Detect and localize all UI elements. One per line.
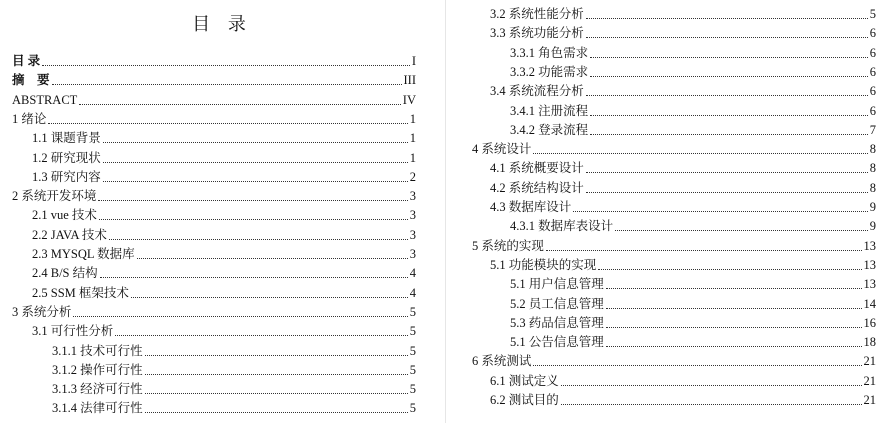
toc-page-number: 21 bbox=[863, 354, 876, 369]
toc-leader-dots bbox=[52, 84, 402, 85]
toc-page-number: 1 bbox=[409, 111, 416, 126]
toc-entry-label: 5.2 员工信息管理 bbox=[510, 296, 604, 311]
toc-entry-label: 2.5 SSM 框架技术 bbox=[32, 285, 129, 300]
toc-entry[interactable] bbox=[32, 224, 416, 243]
toc-leader-dots bbox=[573, 211, 867, 212]
toc-entry[interactable] bbox=[12, 89, 416, 108]
toc-leader-dots bbox=[145, 355, 408, 356]
toc-page-number: 13 bbox=[863, 238, 876, 253]
toc-entry-label: 目 录 bbox=[12, 54, 41, 68]
toc-entry[interactable] bbox=[490, 22, 876, 41]
toc-page-number: 6 bbox=[869, 26, 876, 41]
toc-entry-label: 3.1.1 技术可行性 bbox=[52, 343, 143, 358]
toc-entry[interactable] bbox=[52, 378, 416, 397]
toc-page-number: IV bbox=[402, 92, 416, 107]
toc-entry[interactable] bbox=[32, 320, 416, 339]
toc-entry-label: 3.3.2 功能需求 bbox=[510, 64, 589, 79]
toc-entry-label: 2.1 vue 技术 bbox=[32, 208, 97, 223]
toc-page-number: 7 bbox=[869, 122, 876, 137]
toc-page-number: 8 bbox=[869, 161, 876, 176]
toc-leader-dots bbox=[100, 277, 408, 278]
toc-entry-label: ABSTRACT bbox=[12, 92, 78, 107]
toc-page-number: 8 bbox=[869, 142, 876, 157]
toc-page-number: 13 bbox=[863, 257, 876, 272]
toc-leader-dots bbox=[590, 134, 868, 135]
toc-entry[interactable] bbox=[12, 50, 416, 69]
toc-page-number: 5 bbox=[409, 324, 416, 339]
toc-entry[interactable] bbox=[510, 312, 876, 331]
toc-leader-dots bbox=[42, 65, 410, 66]
toc-page-number: 14 bbox=[863, 296, 876, 311]
toc-page-number: 5 bbox=[409, 382, 416, 397]
toc-leader-dots bbox=[561, 404, 862, 405]
toc-page-number: 5 bbox=[409, 362, 416, 377]
toc-entry[interactable] bbox=[490, 389, 876, 408]
toc-entry-label: 4.3 数据库设计 bbox=[490, 200, 572, 214]
toc-page-number: 6 bbox=[869, 103, 876, 118]
toc-entry[interactable] bbox=[32, 262, 416, 281]
toc-entry[interactable] bbox=[490, 254, 876, 273]
toc-leader-dots bbox=[103, 142, 408, 143]
toc-entry[interactable] bbox=[472, 138, 876, 157]
toc-leader-dots bbox=[109, 239, 408, 240]
toc-entry-label: 3.4.1 注册流程 bbox=[510, 103, 589, 118]
toc-leader-dots bbox=[99, 219, 408, 220]
toc-leader-dots bbox=[145, 412, 408, 413]
toc-page-number: 9 bbox=[869, 200, 876, 214]
toc-entry[interactable] bbox=[510, 293, 876, 312]
toc-page-number: 13 bbox=[863, 277, 876, 292]
column-divider bbox=[445, 0, 446, 423]
toc-entry-label: 4.3.1 数据库表设计 bbox=[510, 219, 614, 234]
toc-page-number: 3 bbox=[409, 227, 416, 242]
toc-leader-dots bbox=[586, 18, 868, 19]
toc-page-number: 6 bbox=[869, 45, 876, 60]
toc-leader-dots bbox=[598, 269, 861, 270]
toc-entry-label: 3.4.2 登录流程 bbox=[510, 122, 589, 137]
toc-entry-label: 2.4 B/S 结构 bbox=[32, 266, 98, 281]
toc-leader-dots bbox=[586, 95, 868, 96]
toc-entry-label: 4.2 系统结构设计 bbox=[490, 180, 584, 195]
toc-page-number: 6 bbox=[869, 84, 876, 99]
toc-leader-dots bbox=[586, 172, 868, 173]
toc-entry[interactable] bbox=[510, 61, 876, 80]
toc-entry[interactable] bbox=[510, 215, 876, 234]
toc-entry[interactable] bbox=[12, 185, 416, 204]
toc-leader-dots bbox=[546, 250, 862, 251]
toc-entry[interactable] bbox=[32, 127, 416, 146]
toc-leader-dots bbox=[590, 57, 868, 58]
toc-entry[interactable] bbox=[510, 42, 876, 61]
toc-entry-label: 1.1 课题背景 bbox=[32, 131, 101, 146]
toc-entry[interactable] bbox=[32, 204, 416, 223]
toc-entry[interactable] bbox=[12, 108, 416, 127]
toc-leader-dots bbox=[561, 385, 862, 386]
toc-entry[interactable] bbox=[510, 100, 876, 119]
toc-leader-dots bbox=[115, 335, 407, 336]
toc-entry[interactable] bbox=[12, 301, 416, 320]
toc-leader-dots bbox=[606, 288, 862, 289]
toc-entry-label: 6 系统测试 bbox=[472, 354, 532, 369]
toc-entry[interactable] bbox=[490, 370, 876, 389]
toc-page-number: 16 bbox=[863, 315, 876, 330]
toc-entry[interactable] bbox=[510, 273, 876, 292]
toc-entry[interactable] bbox=[52, 397, 416, 416]
toc-entry-label: 1.2 研究现状 bbox=[32, 150, 101, 165]
toc-entry-label: 5.1 功能模块的实现 bbox=[490, 257, 597, 272]
toc-page-number: 18 bbox=[863, 335, 876, 350]
toc-page-number: 4 bbox=[409, 285, 416, 300]
toc-entry[interactable] bbox=[32, 166, 416, 185]
toc-page-number: 3 bbox=[409, 208, 416, 223]
toc-entry-label: 5.1 公告信息管理 bbox=[510, 335, 604, 350]
toc-entry-label: 5 系统的实现 bbox=[472, 238, 544, 253]
toc-page-number: 1 bbox=[409, 150, 416, 165]
toc-entry[interactable] bbox=[32, 147, 416, 166]
toc-leader-dots bbox=[145, 374, 408, 375]
toc-entry-label: 2.2 JAVA 技术 bbox=[32, 227, 107, 242]
toc-leader-dots bbox=[131, 297, 408, 298]
toc-leader-dots bbox=[103, 162, 408, 163]
toc-entry[interactable] bbox=[32, 243, 416, 262]
toc-entry[interactable] bbox=[490, 196, 876, 215]
toc-leader-dots bbox=[590, 76, 868, 77]
toc-page-number: 4 bbox=[409, 266, 416, 281]
toc-leader-dots bbox=[533, 365, 861, 366]
toc-leader-dots bbox=[79, 104, 401, 105]
toc-entry-label: 3.4 系统流程分析 bbox=[490, 84, 584, 99]
toc-page-number: 5 bbox=[409, 343, 416, 358]
toc-entry-label: 4 系统设计 bbox=[472, 142, 532, 157]
toc-entry[interactable] bbox=[12, 69, 416, 88]
page-title: 目 录 bbox=[192, 14, 252, 35]
toc-page-number: 2 bbox=[409, 169, 416, 184]
toc-page-number: 21 bbox=[863, 373, 876, 388]
toc-leader-dots bbox=[606, 346, 862, 347]
toc-leader-dots bbox=[533, 153, 867, 154]
toc-page-number: 8 bbox=[869, 180, 876, 195]
toc-entry-label: 5.1 用户信息管理 bbox=[510, 277, 604, 292]
toc-entry-label: 3.2 系统性能分析 bbox=[490, 7, 584, 21]
toc-entry-label: 3.3 系统功能分析 bbox=[490, 26, 584, 41]
toc-leader-dots bbox=[137, 258, 408, 259]
toc-page-number: 9 bbox=[869, 219, 876, 234]
toc-leader-dots bbox=[103, 181, 408, 182]
toc-entry-label: 2 系统开发环境 bbox=[12, 189, 97, 204]
toc-entry-label: 6.2 测试目的 bbox=[490, 393, 559, 407]
toc-entry-label: 1.3 研究内容 bbox=[32, 169, 101, 184]
toc-entry-label: 2.3 MYSQL 数据库 bbox=[32, 247, 135, 261]
toc-entry-label: 5.3 药品信息管理 bbox=[510, 315, 604, 330]
toc-entry[interactable] bbox=[510, 119, 876, 138]
toc-entry-label: 6.1 测试定义 bbox=[490, 373, 559, 388]
toc-entry-label: 1 绪论 bbox=[12, 111, 47, 126]
toc-entry[interactable] bbox=[52, 359, 416, 378]
toc-entry-label: 3 系统分析 bbox=[12, 304, 72, 319]
toc-entry-label: 摘 要 bbox=[12, 73, 50, 88]
toc-entry[interactable] bbox=[32, 282, 416, 301]
toc-entry-label: 3.3.1 角色需求 bbox=[510, 45, 589, 60]
toc-entry[interactable] bbox=[490, 177, 876, 196]
toc-leader-dots bbox=[615, 230, 868, 231]
toc-page-number: I bbox=[411, 54, 416, 68]
toc-entry[interactable] bbox=[490, 80, 876, 99]
toc-page-number: 5 bbox=[869, 7, 876, 21]
toc-entry[interactable] bbox=[472, 350, 876, 369]
toc-entry-label: 3.1.3 经济可行性 bbox=[52, 382, 143, 397]
toc-page-number: 6 bbox=[869, 64, 876, 79]
toc-page-number: III bbox=[403, 73, 416, 88]
toc-leader-dots bbox=[606, 308, 862, 309]
toc-leader-dots bbox=[606, 327, 862, 328]
toc-leader-dots bbox=[73, 316, 407, 317]
toc-entry-label: 3.1 可行性分析 bbox=[32, 324, 114, 339]
toc-entry[interactable] bbox=[472, 235, 876, 254]
toc-page-number: 5 bbox=[409, 304, 416, 319]
toc-page-number: 1 bbox=[409, 131, 416, 146]
toc-page-number: 21 bbox=[863, 393, 876, 407]
toc-leader-dots bbox=[590, 115, 868, 116]
toc-leader-dots bbox=[586, 192, 868, 193]
toc-leader-dots bbox=[48, 123, 407, 124]
toc-entry[interactable] bbox=[510, 331, 876, 350]
toc-page-number: 3 bbox=[409, 247, 416, 261]
toc-entry[interactable] bbox=[490, 3, 876, 22]
toc-entry-label: 4.1 系统概要设计 bbox=[490, 161, 584, 176]
toc-entry-label: 3.1.4 法律可行性 bbox=[52, 401, 143, 416]
toc-leader-dots bbox=[145, 393, 408, 394]
toc-page-number: 5 bbox=[409, 401, 416, 416]
toc-leader-dots bbox=[98, 200, 407, 201]
toc-page-number: 3 bbox=[409, 189, 416, 204]
toc-entry[interactable] bbox=[52, 340, 416, 359]
toc-leader-dots bbox=[586, 37, 868, 38]
toc-entry-label: 3.1.2 操作可行性 bbox=[52, 362, 143, 377]
toc-entry[interactable] bbox=[490, 157, 876, 176]
